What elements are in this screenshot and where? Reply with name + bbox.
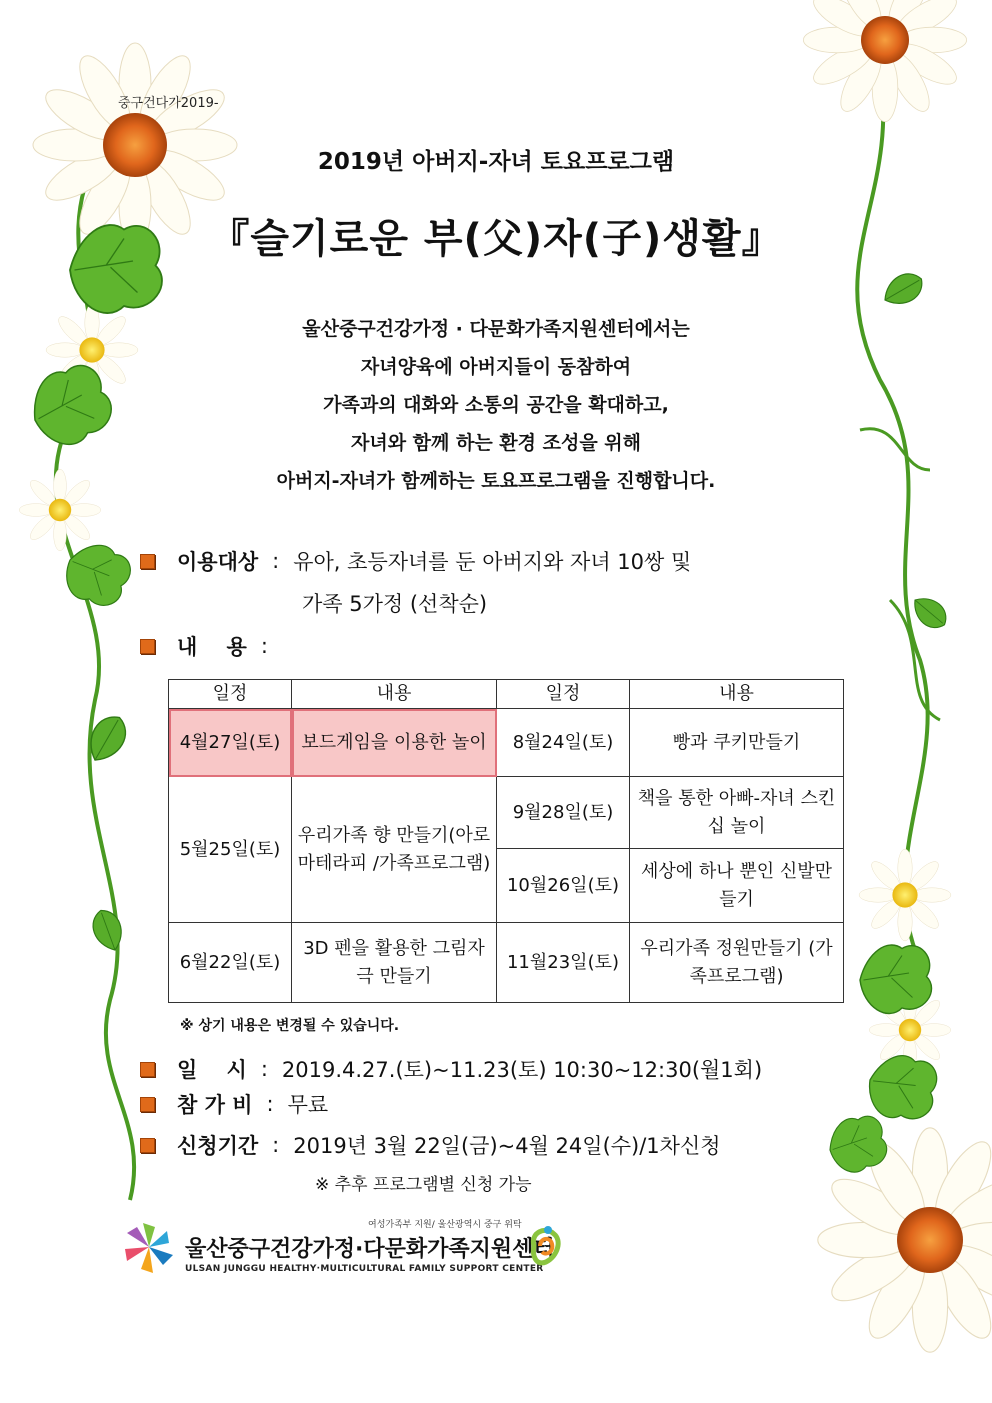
target-value-continued: 가족 5가정 (선착순) (302, 592, 488, 616)
intro-line: 가족과의 대화와 소통의 공간을 확대하고, (323, 394, 669, 416)
apply-label: 신청기간 (177, 1134, 259, 1158)
colon: : (272, 1133, 280, 1157)
apply-note: ※ 추후 프로그램별 신청 가능 (315, 1175, 532, 1195)
intro-line: 아버지-자녀가 함께하는 토요프로그램을 진행합니다. (276, 470, 716, 492)
schedule-note: ※ 상기 내용은 변경될 수 있습니다. (180, 1018, 400, 1034)
schedule-date: 5월25일(토) (169, 777, 292, 923)
schedule-date: 8월24일(토) (497, 709, 630, 777)
family-logo-icon (528, 1222, 564, 1270)
header-content: 내용 (292, 680, 497, 709)
schedule-content: 우리가족 정원만들기 (가족프로그램) (630, 923, 844, 1003)
fee-label: 참 가 비 (177, 1093, 253, 1117)
intro-paragraph (0, 310, 992, 500)
colon: : (260, 634, 268, 658)
schedule-table (168, 679, 844, 1003)
schedule-date: 10월26일(토) (497, 849, 630, 923)
table-row (169, 777, 844, 849)
schedule-date: 11월23일(토) (497, 923, 630, 1003)
datetime-value: 2019.4.27.(토)~11.23(토) 10:30~12:30(월1회) (281, 1058, 763, 1082)
schedule-content: 3D 펜을 활용한 그림자극 만들기 (292, 923, 497, 1003)
bullet-icon (140, 1097, 155, 1112)
colon: : (260, 1057, 268, 1081)
target-value: 유아, 초등자녀를 둔 아버지와 자녀 10쌍 및 (293, 550, 692, 574)
target-row (140, 546, 691, 576)
fee-row (140, 1089, 328, 1119)
schedule-content: 세상에 하나 뿐인 신발만들기 (630, 849, 844, 923)
target-label: 이용대상 (177, 550, 259, 574)
schedule-content: 책을 통한 아빠-자녀 스킨십 놀이 (630, 777, 844, 849)
sponsor-text: 여성가족부 지원/ 울산광역시 중구 위탁 (368, 1220, 522, 1230)
schedule-content: 빵과 쿠키만들기 (630, 709, 844, 777)
center-logo-icon (118, 1220, 180, 1275)
bullet-icon (140, 1062, 155, 1077)
table-row (169, 709, 844, 777)
schedule-content: 보드게임을 이용한 놀이 (292, 709, 497, 777)
bullet-icon (140, 1138, 155, 1153)
schedule-date: 9월28일(토) (497, 777, 630, 849)
colon: : (266, 1092, 274, 1116)
org-english-name: ULSAN JUNGGU HEALTHY·MULTICULTURAL FAMILY SUPPORT CENTER (185, 1264, 544, 1274)
table-row (169, 923, 844, 1003)
program-subtitle: 2019년 아버지-자녀 토요프로그램 (317, 149, 675, 175)
datetime-row (140, 1054, 762, 1084)
document-number: 중구건다가2019- (118, 96, 219, 111)
table-header-row (169, 680, 844, 709)
content-label: 내 용 (177, 635, 247, 659)
apply-row (140, 1130, 721, 1160)
fee-value: 무료 (287, 1093, 329, 1117)
content-row (140, 631, 282, 661)
schedule-content: 우리가족 향 만들기(아로마테라피 /가족프로그램) (292, 777, 497, 923)
header-content: 내용 (630, 680, 844, 709)
program-title: 『슬기로운 부(父)자(子)생활』 (209, 216, 783, 262)
bullet-icon (140, 554, 155, 569)
org-name: 울산중구건강가정·다문화가족지원센터 (185, 1237, 555, 1262)
header-date: 일정 (497, 680, 630, 709)
schedule-date: 6월22일(토) (169, 923, 292, 1003)
intro-line: 울산중구건강가정 · 다문화가족지원센터에서는 (302, 318, 690, 340)
apply-value: 2019년 3월 22일(금)~4월 24일(수)/1차신청 (293, 1134, 721, 1158)
intro-line: 자녀와 함께 하는 환경 조성을 위해 (350, 432, 642, 454)
colon: : (272, 549, 280, 573)
bullet-icon (140, 639, 155, 654)
schedule-date: 4월27일(토) (169, 709, 292, 777)
intro-line: 자녀양육에 아버지들이 동참하여 (360, 356, 632, 378)
header-date: 일정 (169, 680, 292, 709)
datetime-label: 일 시 (177, 1058, 247, 1082)
